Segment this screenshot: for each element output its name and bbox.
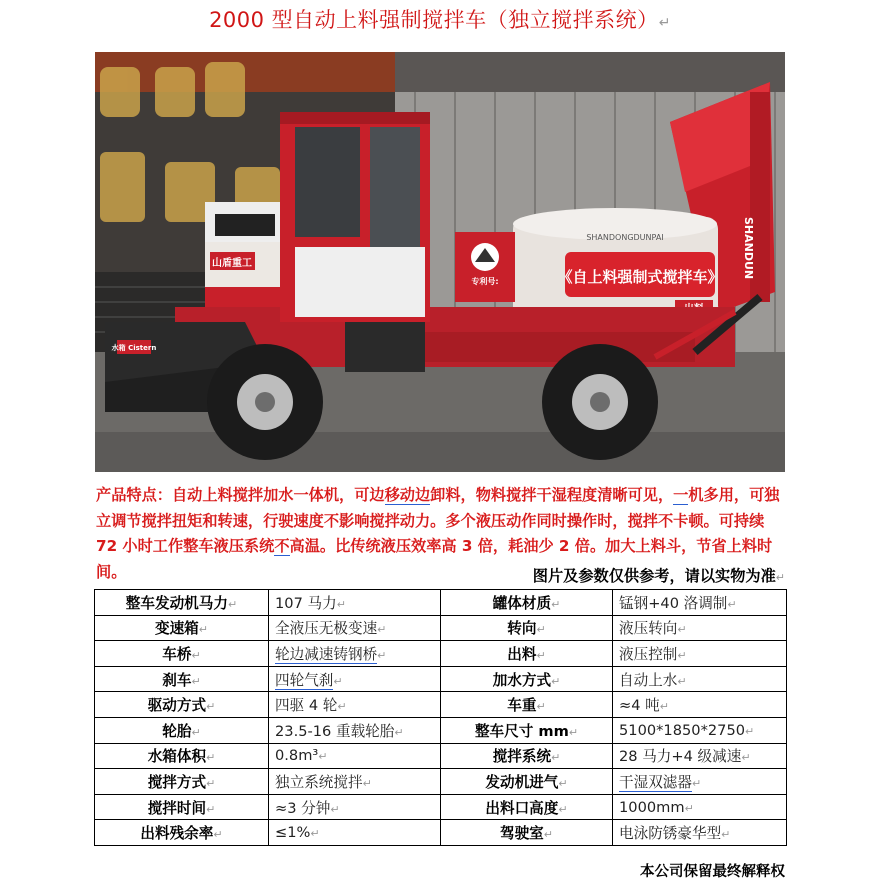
spec-label — [441, 692, 613, 718]
cab-logo-text: 山盾重工 — [212, 258, 252, 269]
spec-value-text: 0.8m³ — [275, 747, 319, 765]
spec-label-text: 变速箱 — [154, 620, 199, 638]
return-mark: ↵ — [551, 674, 561, 688]
drum-brand-text: SHANDONGDUNPAI — [586, 233, 664, 242]
return-mark: ↵ — [677, 648, 687, 662]
return-mark: ↵ — [206, 802, 216, 816]
return-mark: ↵ — [377, 623, 387, 637]
spec-value — [613, 666, 787, 692]
spec-value-text: 自动上水 — [619, 671, 678, 689]
return-mark: ↵ — [568, 725, 579, 739]
spec-row — [95, 666, 787, 692]
spec-value — [269, 666, 441, 692]
spec-label-text: 转向 — [507, 620, 537, 638]
title-text: 2000 型自动上料强制搅拌车（独立搅拌系统） — [209, 8, 659, 32]
spec-value-text: 干湿双滤器 — [619, 773, 692, 791]
spec-label — [441, 769, 613, 795]
spec-value-text: 四驱 4 轮 — [275, 697, 338, 715]
return-mark: ↵ — [741, 751, 751, 765]
spec-label — [95, 820, 269, 846]
spec-value — [613, 820, 787, 846]
spec-label-text: 出料口高度 — [485, 799, 559, 817]
spec-value — [613, 794, 787, 820]
return-mark: ↵ — [727, 597, 737, 611]
return-mark: ↵ — [206, 700, 216, 714]
spec-value — [269, 641, 441, 667]
spec-label — [95, 692, 269, 718]
spec-value — [269, 692, 441, 718]
spec-value — [269, 794, 441, 820]
spec-label-text: 驾驶室 — [499, 825, 544, 843]
return-mark: ↵ — [394, 725, 404, 739]
spec-label-text: 加水方式 — [492, 671, 552, 689]
return-mark: ↵ — [551, 597, 561, 611]
spec-row — [95, 717, 787, 743]
patent-text: 专利号: — [471, 277, 499, 286]
reference-note — [533, 565, 785, 586]
spec-value-text: 5100*1850*2750 — [619, 721, 746, 739]
return-mark: ↵ — [658, 15, 671, 31]
spec-value — [613, 641, 787, 667]
spec-label-text: 搅拌系统 — [492, 748, 552, 766]
spec-label — [95, 641, 269, 667]
spec-row — [95, 794, 787, 820]
spec-value-text: ≈4 吨 — [619, 697, 660, 715]
return-mark: ↵ — [191, 725, 201, 739]
return-mark: ↵ — [191, 674, 201, 688]
spec-value-text: 锰钢+40 洛调制 — [619, 594, 728, 612]
spec-label-text: 整车发动机马力 — [125, 594, 228, 612]
spec-label-text: 整车尺寸 mm — [474, 722, 569, 740]
return-mark: ↵ — [337, 700, 347, 714]
spec-value — [613, 717, 787, 743]
spec-label — [441, 641, 613, 667]
spec-value — [269, 615, 441, 641]
return-mark: ↵ — [721, 828, 731, 842]
wheel-icon — [542, 344, 658, 460]
return-mark: ↵ — [377, 648, 387, 662]
spec-label-text: 车重 — [507, 697, 537, 715]
spec-label — [95, 666, 269, 692]
spec-row — [95, 615, 787, 641]
desc-link-2: 一 — [673, 486, 689, 504]
spec-row — [95, 641, 787, 667]
side-vertical-text: SHANDUN — [742, 217, 755, 280]
desc-part-3: 机多用，可独立调节搅拌扭矩和转速，行驶速度不影响搅拌动力。多个液压动作同时操作时，搅拌不卡顿。可持续 72 小时工作整车液压系统 — [96, 486, 780, 555]
return-mark: ↵ — [333, 674, 343, 688]
spec-label-text: 搅拌方式 — [147, 773, 207, 791]
spec-label — [95, 717, 269, 743]
spec-value-text: 独立系统搅拌 — [275, 773, 363, 791]
spec-value — [269, 717, 441, 743]
return-mark: ↵ — [558, 776, 568, 790]
spec-label — [95, 743, 269, 769]
mixer-truck-illustration — [95, 52, 785, 472]
spec-value-text: 轮边减速铸钢桥 — [275, 645, 378, 663]
spec-label-text: 发动机进气 — [485, 773, 559, 791]
spec-label — [441, 717, 613, 743]
spec-value-text: 电泳防锈豪华型 — [619, 825, 722, 843]
spec-value-text: ≈3 分钟 — [275, 799, 331, 817]
spec-value-text: 1000mm — [619, 798, 685, 816]
spec-value-text: ≤1% — [275, 824, 311, 842]
return-mark: ↵ — [213, 828, 223, 842]
spec-value — [269, 820, 441, 846]
spec-label-text: 驱动方式 — [147, 697, 207, 715]
spec-label-text: 刹车 — [162, 671, 192, 689]
return-mark: ↵ — [191, 648, 201, 662]
return-mark: ↵ — [198, 623, 208, 637]
spec-label-text: 车桥 — [162, 645, 192, 663]
return-mark: ↵ — [362, 776, 372, 790]
spec-label — [95, 769, 269, 795]
spec-label — [95, 794, 269, 820]
desc-link-3: 不 — [274, 537, 290, 555]
return-mark: ↵ — [558, 802, 568, 816]
spec-label — [441, 590, 613, 616]
return-mark: ↵ — [677, 623, 687, 637]
return-mark: ↵ — [206, 751, 216, 765]
return-mark: ↵ — [543, 828, 553, 842]
spec-value-text: 107 马力 — [275, 594, 337, 612]
spec-label-text: 水箱体积 — [147, 748, 207, 766]
spec-row — [95, 743, 787, 769]
product-photo — [95, 52, 785, 472]
spec-label — [441, 615, 613, 641]
spec-value-text: 液压控制 — [619, 645, 678, 663]
spec-value-text: 四轮气刹 — [275, 671, 334, 689]
return-mark: ↵ — [536, 700, 546, 714]
return-mark: ↵ — [691, 776, 702, 790]
spec-row — [95, 692, 787, 718]
spec-value — [613, 743, 787, 769]
return-mark: ↵ — [684, 801, 694, 815]
spec-table — [94, 589, 787, 846]
spec-row — [95, 590, 787, 616]
return-mark: ↵ — [551, 751, 561, 765]
spec-value-text: 28 马力+4 级减速 — [619, 748, 742, 766]
spec-value-text: 23.5-16 重载轮胎 — [275, 722, 395, 740]
return-mark: ↵ — [330, 802, 340, 816]
spec-value-text: 液压转向 — [619, 620, 678, 638]
spec-value-text: 全液压无极变速 — [275, 620, 378, 638]
return-mark: ↵ — [677, 674, 687, 688]
return-mark: ↵ — [745, 724, 755, 738]
note-text: 图片及参数仅供参考，请以实物为准 — [532, 567, 776, 585]
desc-part-2: 卸料，物料搅拌干湿程度清晰可见， — [430, 486, 674, 504]
spec-value — [269, 590, 441, 616]
spec-label-text: 罐体材质 — [492, 594, 552, 612]
spec-label-text: 搅拌时间 — [147, 799, 207, 817]
footer-disclaimer: 本公司保留最终解释权 — [640, 864, 785, 880]
return-mark: ↵ — [536, 648, 546, 662]
wheel-icon — [207, 344, 323, 460]
document-title — [0, 4, 880, 34]
desc-link-1: 移动边 — [384, 486, 431, 504]
return-mark: ↵ — [206, 776, 216, 790]
drum-banner-text: 《自上料强制式搅拌车》 — [557, 268, 723, 286]
spec-value — [613, 615, 787, 641]
return-mark: ↵ — [318, 750, 328, 764]
spec-label — [441, 743, 613, 769]
cistern-text: 水箱 Cistern — [111, 344, 157, 352]
spec-label — [95, 590, 269, 616]
spec-value — [613, 590, 787, 616]
spec-label-text: 出料 — [507, 645, 537, 663]
return-mark: ↵ — [536, 623, 546, 637]
spec-row — [95, 820, 787, 846]
spec-value — [269, 743, 441, 769]
return-mark: ↵ — [659, 700, 669, 714]
return-mark: ↵ — [227, 597, 238, 611]
return-mark: ↵ — [336, 597, 346, 611]
spec-label — [95, 615, 269, 641]
return-mark: ↵ — [310, 827, 320, 841]
spec-row — [95, 769, 787, 795]
spec-value — [613, 769, 787, 795]
spec-label-text: 出料残余率 — [140, 825, 214, 843]
spec-label-text: 轮胎 — [162, 722, 192, 740]
spec-label — [441, 820, 613, 846]
return-mark: ↵ — [775, 571, 785, 584]
desc-prefix: 产品特点：自动上料搅拌加水一体机，可边 — [96, 486, 385, 504]
spec-value — [269, 769, 441, 795]
spec-label — [441, 794, 613, 820]
spec-value — [613, 692, 787, 718]
desc-part-4: 高温。比传统液压效率高 3 倍，耗油少 2 倍。加大上料斗，节省上料时间。 — [96, 537, 773, 581]
spec-label — [441, 666, 613, 692]
